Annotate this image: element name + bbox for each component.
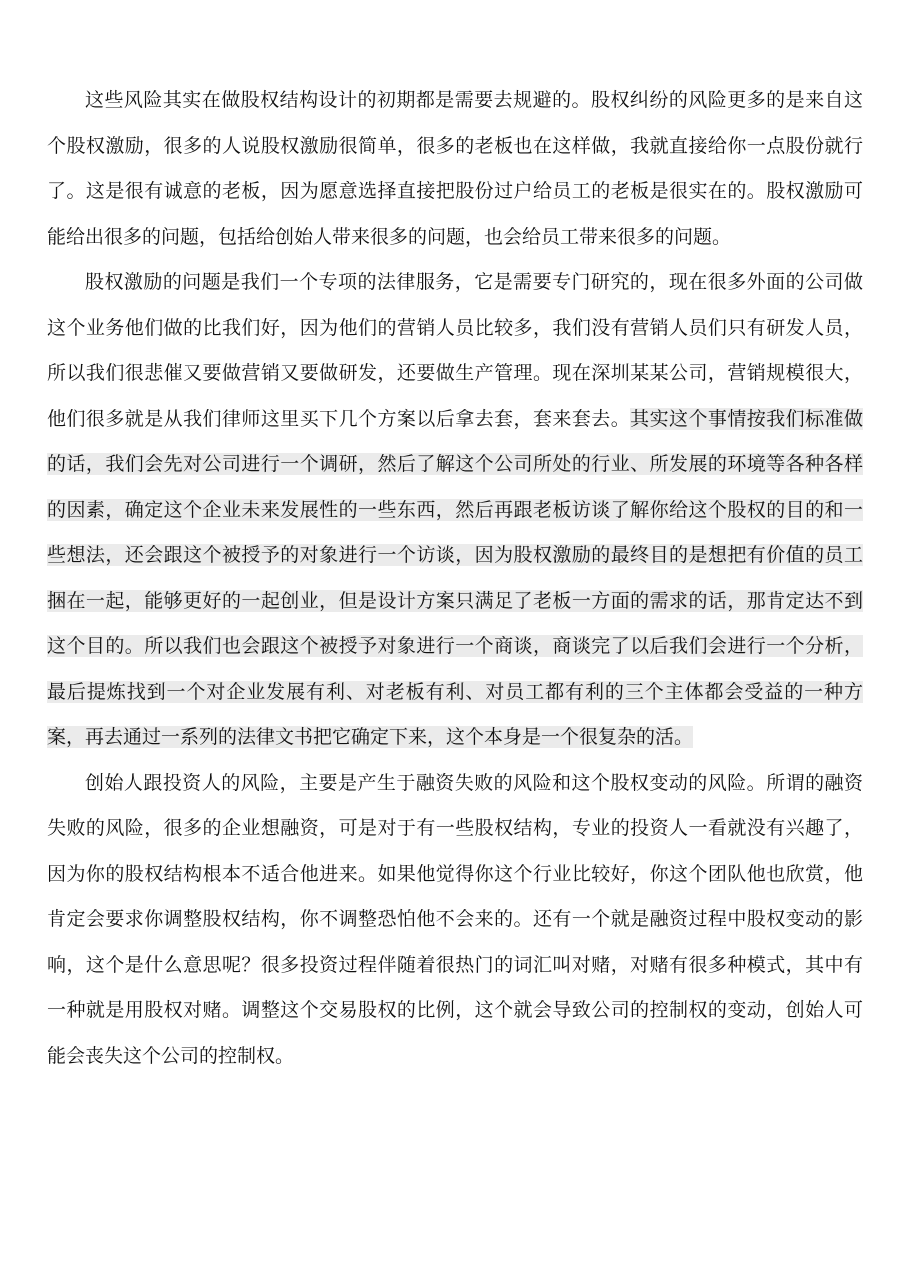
paragraph-3 [47, 761, 863, 1080]
paragraph-2 [47, 260, 863, 761]
paragraph-1-text: 这些风险其实在做股权结构设计的初期都是需要去规避的。股权纠纷的风险更多的是来自这个股权激励，很多的人说股权激励很简单，很多的老板也在这样做，我就直接给你一点股份就行了。这是很有诚意的老板，因为愿意选择直接把股份过户给员工的老板是很实在的。股权激励可能给出很多的问题，包括给创始人带来很多的问题，也会给员工带来很多的问题。 [47, 89, 863, 248]
paragraph-3-text: 创始人跟投资人的风险，主要是产生于融资失败的风险和这个股权变动的风险。所谓的融资失败的风险，很多的企业想融资，可是对于有一些股权结构，专业的投资人一看就没有兴趣了，因为你的股权结构根本不适合他进来。如果他觉得你这个行业比较好，你这个团队他也欣赏，他肯定会要求你调整股权结构，你不调整恐怕他不会来的。还有一个就是融资过程中股权变动的影响，这个是什么意思呢？很多投资过程伴随着很热门的词汇叫对赌，对赌有很多种模式，其中有一种就是用股权对赌。调整这个交易股权的比例，这个就会导致公司的控制权的变动，创始人可能会丧失这个公司的控制权。 [47, 771, 863, 1067]
paragraph-2-highlighted-text: 其实这个事情按我们标准做的话，我们会先对公司进行一个调研，然后了解这个公司所处的行业、所发展的环境等各种各样的因素，确定这个企业未来发展性的一些东西，然后再跟老板访谈了解你给这个股权的目的和一些想法，还会跟这个被授予的对象进行一个访谈，因为股权激励的最终目的是想把有价值的员工捆在一起，能够更好的一起创业，但是设计方案只满足了老板一方面的需求的话，那肯定达不到这个目的。所以我们也会跟这个被授予对象进行一个商谈，商谈完了以后我们会进行一个分析，最后提炼找到一个对企业发展有利、对老板有利、对员工都有利的三个主体都会受益的一种方案，再去通过一系列的法律文书把它确定下来，这个本身是一个很复杂的活。 [47, 407, 863, 748]
document-body [47, 78, 863, 1079]
paragraph-1 [47, 78, 863, 260]
paragraph-2-text: 股权激励的问题是我们一个专项的法律服务，它是需要专门研究的，现在很多外面的公司做这个业务他们做的比我们好，因为他们的营销人员比较多，我们没有营销人员们只有研发人员，所以我们很悲催又要做营销又要做研发，还要做生产管理。现在深圳某某公司，营销规模很大，他们很多就是从我们律师这里买下几个方案以后拿去套，套来套去。 [47, 271, 863, 430]
